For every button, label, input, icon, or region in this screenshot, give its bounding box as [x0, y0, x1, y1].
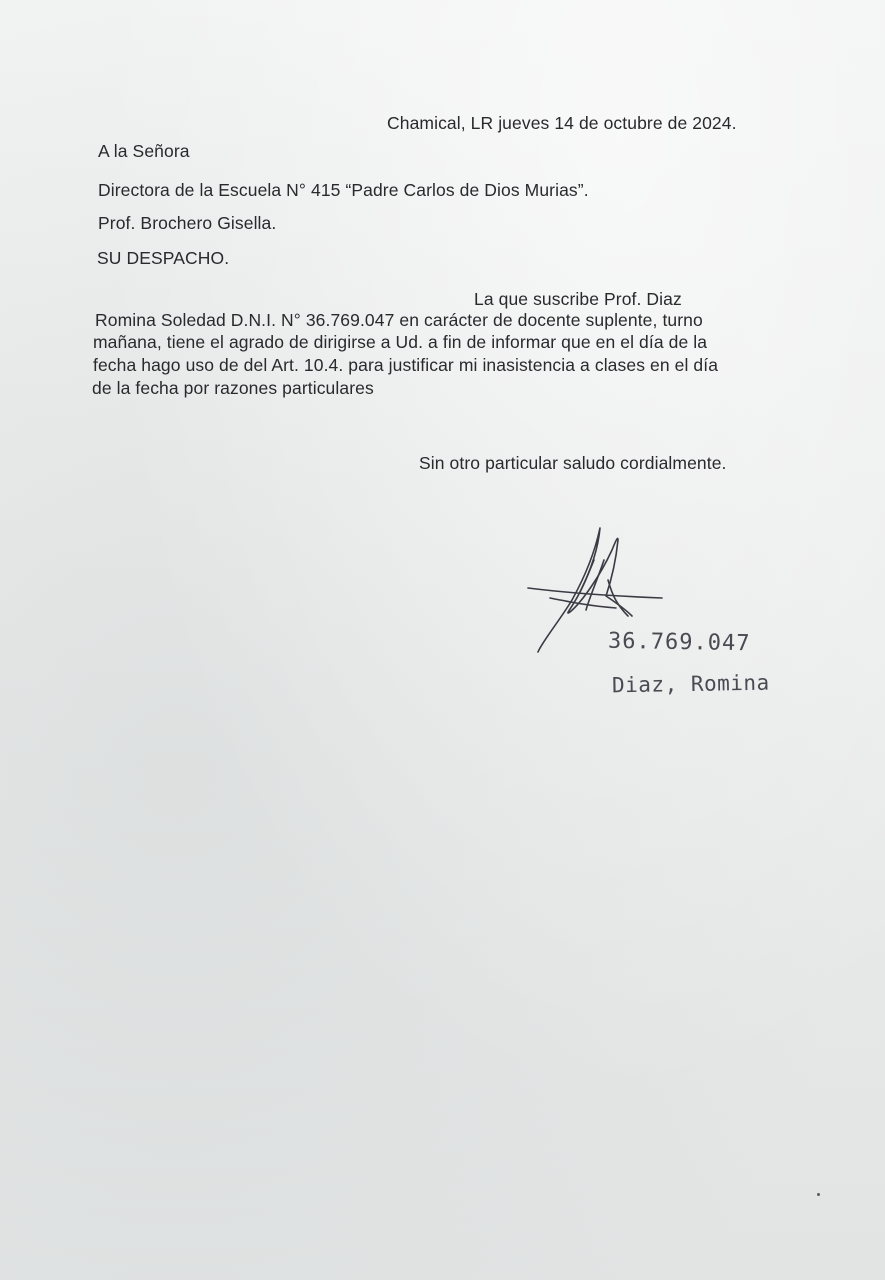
recipient-title: Directora de la Escuela N° 415 “Padre Carlos de Dios Murias”. [98, 180, 589, 200]
addressee: A la Señora [98, 141, 190, 161]
body-line: Romina Soledad D.N.I. N° 36.769.047 en carácter de docente suplente, turno [95, 310, 703, 330]
body-line: mañana, tiene el agrado de dirigirse a Ud. a fin de informar que en el día de la [93, 332, 708, 352]
handwritten-name: Diaz, Romina [611, 670, 770, 698]
body-line: de la fecha por razones particulares [92, 378, 374, 398]
su-despacho: SU DESPACHO. [97, 248, 230, 268]
body-line: fecha hago uso de del Art. 10.4. para justificar mi inasistencia a clases en el día [93, 355, 719, 375]
date-line: Chamical, LR jueves 14 de octubre de 2024. [387, 113, 737, 133]
body-line: La que suscribe Prof. Diaz [474, 289, 682, 309]
closing-line: Sin otro particular saludo cordialmente. [419, 453, 727, 473]
paper-speck [817, 1193, 820, 1196]
recipient-name: Prof. Brochero Gisella. [98, 213, 277, 233]
handwritten-dni: 36.769.047 [607, 628, 751, 657]
